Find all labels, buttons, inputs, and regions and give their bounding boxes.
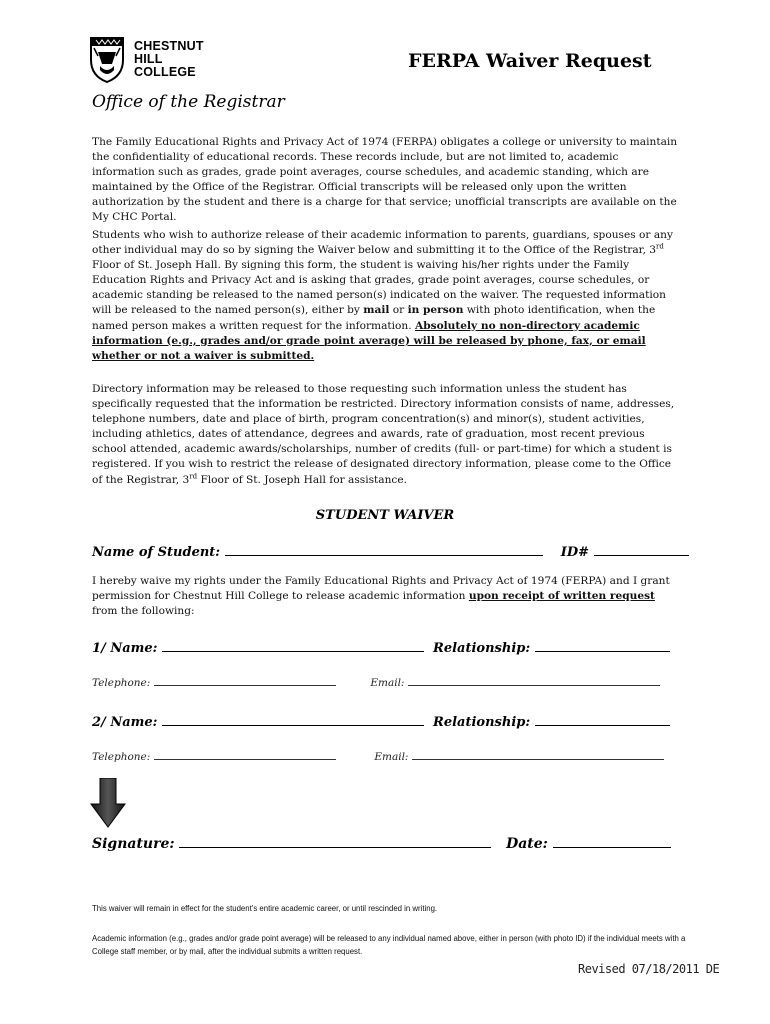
person-2-email-field[interactable] — [412, 750, 664, 760]
person-1-relationship-label: Relationship: — [433, 641, 531, 656]
person-1-telephone-label: Telephone: — [92, 677, 151, 689]
waiver-statement — [92, 574, 682, 619]
student-id-label: ID# — [560, 545, 589, 560]
person-1-name-field[interactable] — [162, 640, 424, 652]
signature-field[interactable] — [179, 836, 491, 848]
signature-row — [92, 836, 671, 852]
person-1-name-label: 1/ Name: — [92, 641, 158, 656]
person-2-name-field[interactable] — [162, 714, 424, 726]
date-field[interactable] — [553, 836, 671, 848]
student-name-label: Name of Student: — [92, 545, 221, 560]
person-2-relationship-label: Relationship: — [433, 715, 531, 730]
p3-superscript: rd — [189, 472, 198, 481]
intro-paragraph-1: The Family Educational Rights and Privacy Act of 1974 (FERPA) obligates a college or university to maintain the confidentiality of educational records. These records include, but are not limited to, academic information such as grades, grade point averages, course schedules, and academic standing, which are maintained by the Office of the Registrar. Official transcripts will be released only upon the written authorization by the student and there is a charge for that service; unofficial transcripts are available on the My CHC Portal. — [92, 136, 678, 224]
p2-text-c: with photo identification, when the named person makes a written request for the information. — [92, 304, 656, 332]
college-crest-icon — [88, 34, 126, 84]
document-title: FERPA Waiver Request — [408, 50, 652, 72]
statement-bold: upon receipt of written request — [468, 590, 655, 603]
person-1-contact-row — [92, 676, 660, 689]
student-name-field[interactable] — [225, 544, 543, 556]
intro-paragraph-3 — [92, 382, 682, 488]
person-2-name-label: 2/ Name: — [92, 715, 158, 730]
footnote-duration: This waiver will remain in effect for the student’s entire academic career, or until rescinded in writing. — [92, 904, 438, 913]
student-id-field[interactable] — [594, 544, 689, 556]
p2-text-b: Floor of St. Joseph Hall. By signing this form, the student is waiving his/her rights under the Family Education Rights and Privacy Act and is asking that grades, grade point averages, course schedules, or academic standing be released to the named person(s) indicated on the waiver. The requested information will be released to the named person(s), either by — [92, 259, 666, 317]
intro-paragraph-2 — [92, 228, 682, 364]
signature-label: Signature: — [92, 836, 175, 852]
person-1-name-row — [92, 640, 670, 656]
p2-superscript: rd — [656, 242, 664, 251]
college-name-line-1: CHESTNUT — [134, 39, 204, 53]
person-2-email-label: Email: — [374, 751, 409, 763]
office-of-registrar: Office of the Registrar — [92, 92, 285, 112]
date-label: Date: — [506, 836, 548, 852]
college-name-line-3: COLLEGE — [134, 65, 196, 79]
revision-note: Revised 07/18/2011 DE — [578, 962, 720, 976]
person-1-telephone-field[interactable] — [154, 676, 336, 686]
college-logo — [88, 34, 238, 90]
waiver-title: STUDENT WAIVER — [315, 508, 455, 523]
person-1-relationship-field[interactable] — [535, 640, 670, 652]
p2-in-person: in person — [407, 304, 464, 317]
person-2-contact-row — [92, 750, 664, 763]
p2-mail: mail — [363, 304, 390, 317]
p2-text-a: Students who wish to authorize release of their academic information to parents, guardians, spouses or any other individual may do so by signing the Waiver below and submitting it to the Office of the Registrar, 3 — [92, 229, 673, 257]
statement-text-a: I hereby waive my rights under the Family Educational Rights and Privacy Act of 1974 (FERPA) and I grant permission for Chestnut Hill College to release academic information — [92, 575, 670, 603]
college-name — [134, 40, 204, 79]
person-2-name-row — [92, 714, 670, 730]
student-name-row — [92, 544, 689, 560]
person-2-telephone-label: Telephone: — [92, 751, 151, 763]
person-2-telephone-field[interactable] — [154, 750, 336, 760]
college-name-line-2: HILL — [134, 52, 163, 66]
statement-text-b: from the following: — [92, 605, 195, 618]
footnote-release: Academic information (e.g., grades and/or grade point average) will be released to any individual named above, either in person (with photo ID) if the individual meets with a College staff member, or by mail, after the individual submits a written request. — [92, 934, 686, 956]
person-1-email-field[interactable] — [408, 676, 660, 686]
person-2-relationship-field[interactable] — [535, 714, 670, 726]
p3-text-b: Floor of St. Joseph Hall for assistance. — [197, 473, 407, 486]
arrow-down-icon — [90, 778, 126, 828]
person-1-email-label: Email: — [370, 677, 405, 689]
p3-text-a: Directory information may be released to those requesting such information unless the student has specifically requested that the information be restricted. Directory information consists of name, addresses, telephone numbers, date and place of birth, program concentration(s) and minor(s), student activities, including athletics, dates of attendance, degrees and awards, rate of graduation, most recent previous school attended, academic awards/scholarships, number of credits (full- or part-time) for which a student is registered. If you wish to restrict the release of designated directory information, please come to the Office of the Registrar, 3 — [92, 383, 675, 486]
p2-bold-warning: Absolutely no non-directory academic information (e.g., grades and/or grade point average) will be released by phone, fax, or email whether or not a waiver is submitted. — [92, 319, 646, 362]
p2-or: or — [389, 304, 408, 317]
